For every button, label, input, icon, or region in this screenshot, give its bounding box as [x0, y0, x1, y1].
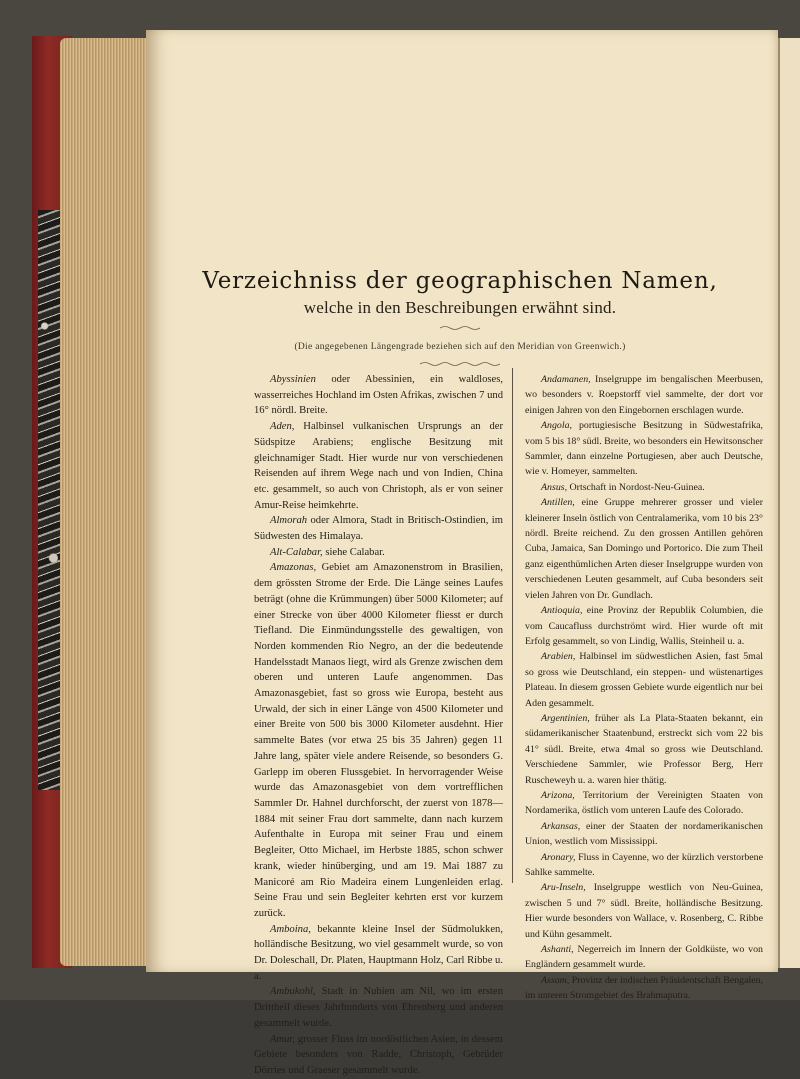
index-entry: [254, 372, 503, 419]
index-entry: [254, 560, 503, 921]
index-entry: [254, 513, 503, 544]
entry-term: Ambukohl,: [270, 986, 316, 998]
title-block: [150, 268, 770, 372]
entry-term: Ansus,: [541, 481, 568, 493]
entry-text: eine Gruppe mehrerer grosser und vieler kleinerer Inseln östlich von Centralamerika, vom 10 bis 23° nördl. Breite reichend. Zu den grossen Antillen gehören Cuba, Jamaica, San Domingo und Portorico. Die zum Theil ganz eigenthümlichen Arten dieser Inselgruppe wurden von verschiedenen Leuten gesammelt, auf Cuba besonders seit vielen Jahren von Dr. Gundlach.: [525, 497, 763, 601]
entry-text: Halbinsel im südwestlichen Asien, fast 5mal so gross wie Deutschland, ein steppen- und wüstenartiges Plateau. In diesem grossen Gebiete wurde eigentlich nur bei Aden gesammelt.: [525, 651, 763, 709]
index-entry: [254, 545, 503, 561]
index-entry: [525, 942, 763, 973]
index-entry: [525, 649, 763, 711]
entry-text: oder Abessinien, ein waldloses, wasserreiches Hochland im Osten Afrikas, zwischen 7 und 16° nördl. Breite.: [254, 374, 503, 417]
entry-term: Angola,: [541, 420, 572, 432]
index-entry: [525, 603, 763, 649]
adjacent-page-edge: [778, 38, 800, 968]
index-entry: [525, 480, 763, 495]
entry-text: Ortschaft in Nordost-Neu-Guinea.: [567, 481, 705, 493]
entry-term: Arabien,: [541, 651, 576, 663]
index-entry: [525, 850, 763, 881]
index-entry: [525, 880, 763, 942]
marbled-board: [38, 210, 60, 790]
right-column: [525, 372, 763, 1004]
index-entry: [525, 418, 763, 480]
entry-term: Argentinien,: [541, 712, 590, 724]
index-entry: [525, 973, 763, 1004]
left-column: [254, 372, 503, 1079]
entry-term: Andamanen,: [541, 374, 591, 385]
entry-term: Amazonas,: [270, 562, 317, 574]
entry-term: Assam,: [541, 974, 570, 986]
entry-term: Amur,: [270, 1033, 296, 1045]
entry-term: Aden,: [270, 421, 295, 433]
entry-text: eine Provinz der Republik Columbien, die vom Caucafluss durchströmt wird. Hier wurde oft mit Erfolg gesammelt, so von Lindig, Wallis, Steinheil u. a.: [525, 605, 763, 647]
meridian-note: (Die angegebenen Längengrade beziehen sich auf den Meridian von Greenwich.): [294, 342, 626, 352]
index-entry: [525, 788, 763, 819]
entry-text: Fluss in Cayenne, wo der kürzlich verstorbene Sahlke sammelte.: [525, 851, 763, 878]
entry-term: Antioquia,: [541, 605, 583, 617]
entry-term: Aronary,: [541, 851, 576, 863]
entry-term: Abyssinien: [270, 374, 316, 385]
index-entry: [254, 984, 503, 1031]
entry-text: Negerreich im Innern der Goldküste, wo von Engländern gesammelt wurde.: [525, 944, 763, 971]
page-edges: [60, 38, 152, 966]
entry-term: Arkansas,: [541, 820, 581, 832]
divider-ornament: [420, 361, 500, 367]
entry-text: Inselgruppe im bengalischen Meerbusen, wo besonders v. Roepstorff viel sammelte, der dort vor einigen Jahren von den Eingebornen erschlagen wurde.: [525, 374, 763, 416]
page-title: Verzeichniss der geographischen Namen,: [202, 268, 718, 294]
entry-term: Almorah: [270, 515, 308, 527]
entry-text: Stadt in Nubien am Nil, wo im ersten Drittheil dieses Jahrhunderts von Ehrenberg und anderen gesammelt wurde.: [254, 986, 503, 1029]
entry-text: Gebiet am Amazonenstrom in Brasilien, dem grössten Strome der Erde. Die Länge seines Laufes beträgt (ohne die Krümmungen) über 5000 Kilometer; auf einer Strecke von über 4000 Kilometer fliesst er durch Tiefland. Die Einmündungsstelle des gewaltigen, von Norden kommenden Rio Negro, an der die bedeutende Handelsstadt Manaos liegt, wird als Grenze zwischen dem oberen und unteren Laufe angenommen. Das Amazonasgebiet, fast so gross wie Europa, besteht aus Urwald, der sich in einer Länge von 4500 Kilometer und einer Breite von 500 bis 3000 Kilometer ausdehnt. Hier sammelte Bates (vor etwa 25 bis 35 Jahren) gegen 11 Jahre lang, später viele andere Reisende, so besonders G. Garlepp im oberen Flussgebiet. In hervorragender Weise wurde das Amazonasgebiet von dem vortrefflichen Sammler Dr. Hahnel durchforscht, der zuerst von 1878—1884 mit seiner Frau dort sammelte, dann nach kurzem Aufenthalte in Europa mit seiner Frau und einem Begleiter, Otto Michael, im Herbste 1885, schon schwer krank, wieder hinüberging, und am 19. Mai 1887 zu Manicoré am Rio Madeira einem Lungenleiden erlag. Seine Frau und sein Begleiter kehrten erst vor kurzem zurück.: [254, 562, 503, 919]
page-subtitle: welche in den Beschreibungen erwähnt sind.: [303, 298, 617, 317]
entry-text: Halbinsel vulkanischen Ursprungs an der Südspitze Arabiens; englische Besitzung mit gleichnamiger Stadt. Hier wurde nur von verschiedenen Reisenden auf ihrem Wege nach und von Indien, China etc. gesammelt, so auch von Christoph, als er von seiner Amur-Reise heimkehrte.: [254, 421, 503, 511]
index-entry: [525, 711, 763, 788]
index-entry: [254, 1032, 503, 1079]
entry-term: Arizona,: [541, 789, 575, 801]
index-entry: [254, 922, 503, 985]
index-entry: [525, 495, 763, 603]
entry-text: oder Almora, Stadt in Britisch-Ostindien, im Südwesten des Himalaya.: [254, 515, 503, 543]
index-entry: [525, 372, 763, 418]
entry-text: Territorium der Vereinigten Staaten von Nordamerika, östlich vom unteren Laufe des Colorado.: [525, 789, 763, 817]
entry-term: Amboina,: [270, 923, 311, 935]
entry-text: bekannte kleine Insel der Südmolukken, holländische Besitzung, wo viel gesammelt wurde, so von Dr. Doleschall, Dr. Platen, Hauptmann Holz, Carl Ribbe u. a.: [254, 923, 503, 982]
column-divider: [512, 368, 513, 883]
entry-text: portugiesische Besitzung in Südwestafrika, vom 5 bis 18° südl. Breite, wo besonders ein Hewitsonscher Sammler, dann einzelne Portugiesen, aber auch Deutsche, wie v. Homeyer, sammelten.: [525, 420, 763, 478]
entry-term: Aru-Inseln,: [541, 882, 586, 894]
entry-text: Inselgruppe westlich von Neu-Guinea, zwischen 5 und 7° südl. Breite, holländische Besitzung. Hier wurde besonders von Wallace, v. Rosenberg, C. Ribbe und Kühn gesammelt.: [525, 882, 763, 940]
entry-term: Alt-Calabar,: [270, 546, 323, 558]
entry-text: Provinz der indischen Präsidentschaft Bengalen, im unteren Stromgebiet des Brahmaputra.: [525, 974, 763, 1002]
flourish-ornament: [440, 325, 480, 331]
index-entry: [525, 819, 763, 850]
index-entry: [254, 419, 503, 513]
entry-term: Antillen,: [541, 497, 575, 509]
entry-text: einer der Staaten der nordamerikanischen Union, westlich vom Mississippi.: [525, 820, 763, 848]
entry-term: Ashanti,: [541, 944, 574, 956]
entry-text: früher als La Plata-Staaten bekannt, ein südamerikanischer Staatenbund, erstreckt sich vom 22 bis 41° südl. Breite, etwa 4mal so gross wie Deutschland. Verschiedene Sammler, wie Professor Berg, Herr Ruscheweyh u. a. waren hier thätig.: [525, 712, 763, 786]
entry-text: grosser Fluss im nordöstlichen Asien, in dessem Gebiete besonders von Radde, Christoph, Gebrüder Dörries und Graeser gesammelt wurde.: [254, 1033, 503, 1076]
entry-text: siehe Calabar.: [322, 546, 385, 558]
